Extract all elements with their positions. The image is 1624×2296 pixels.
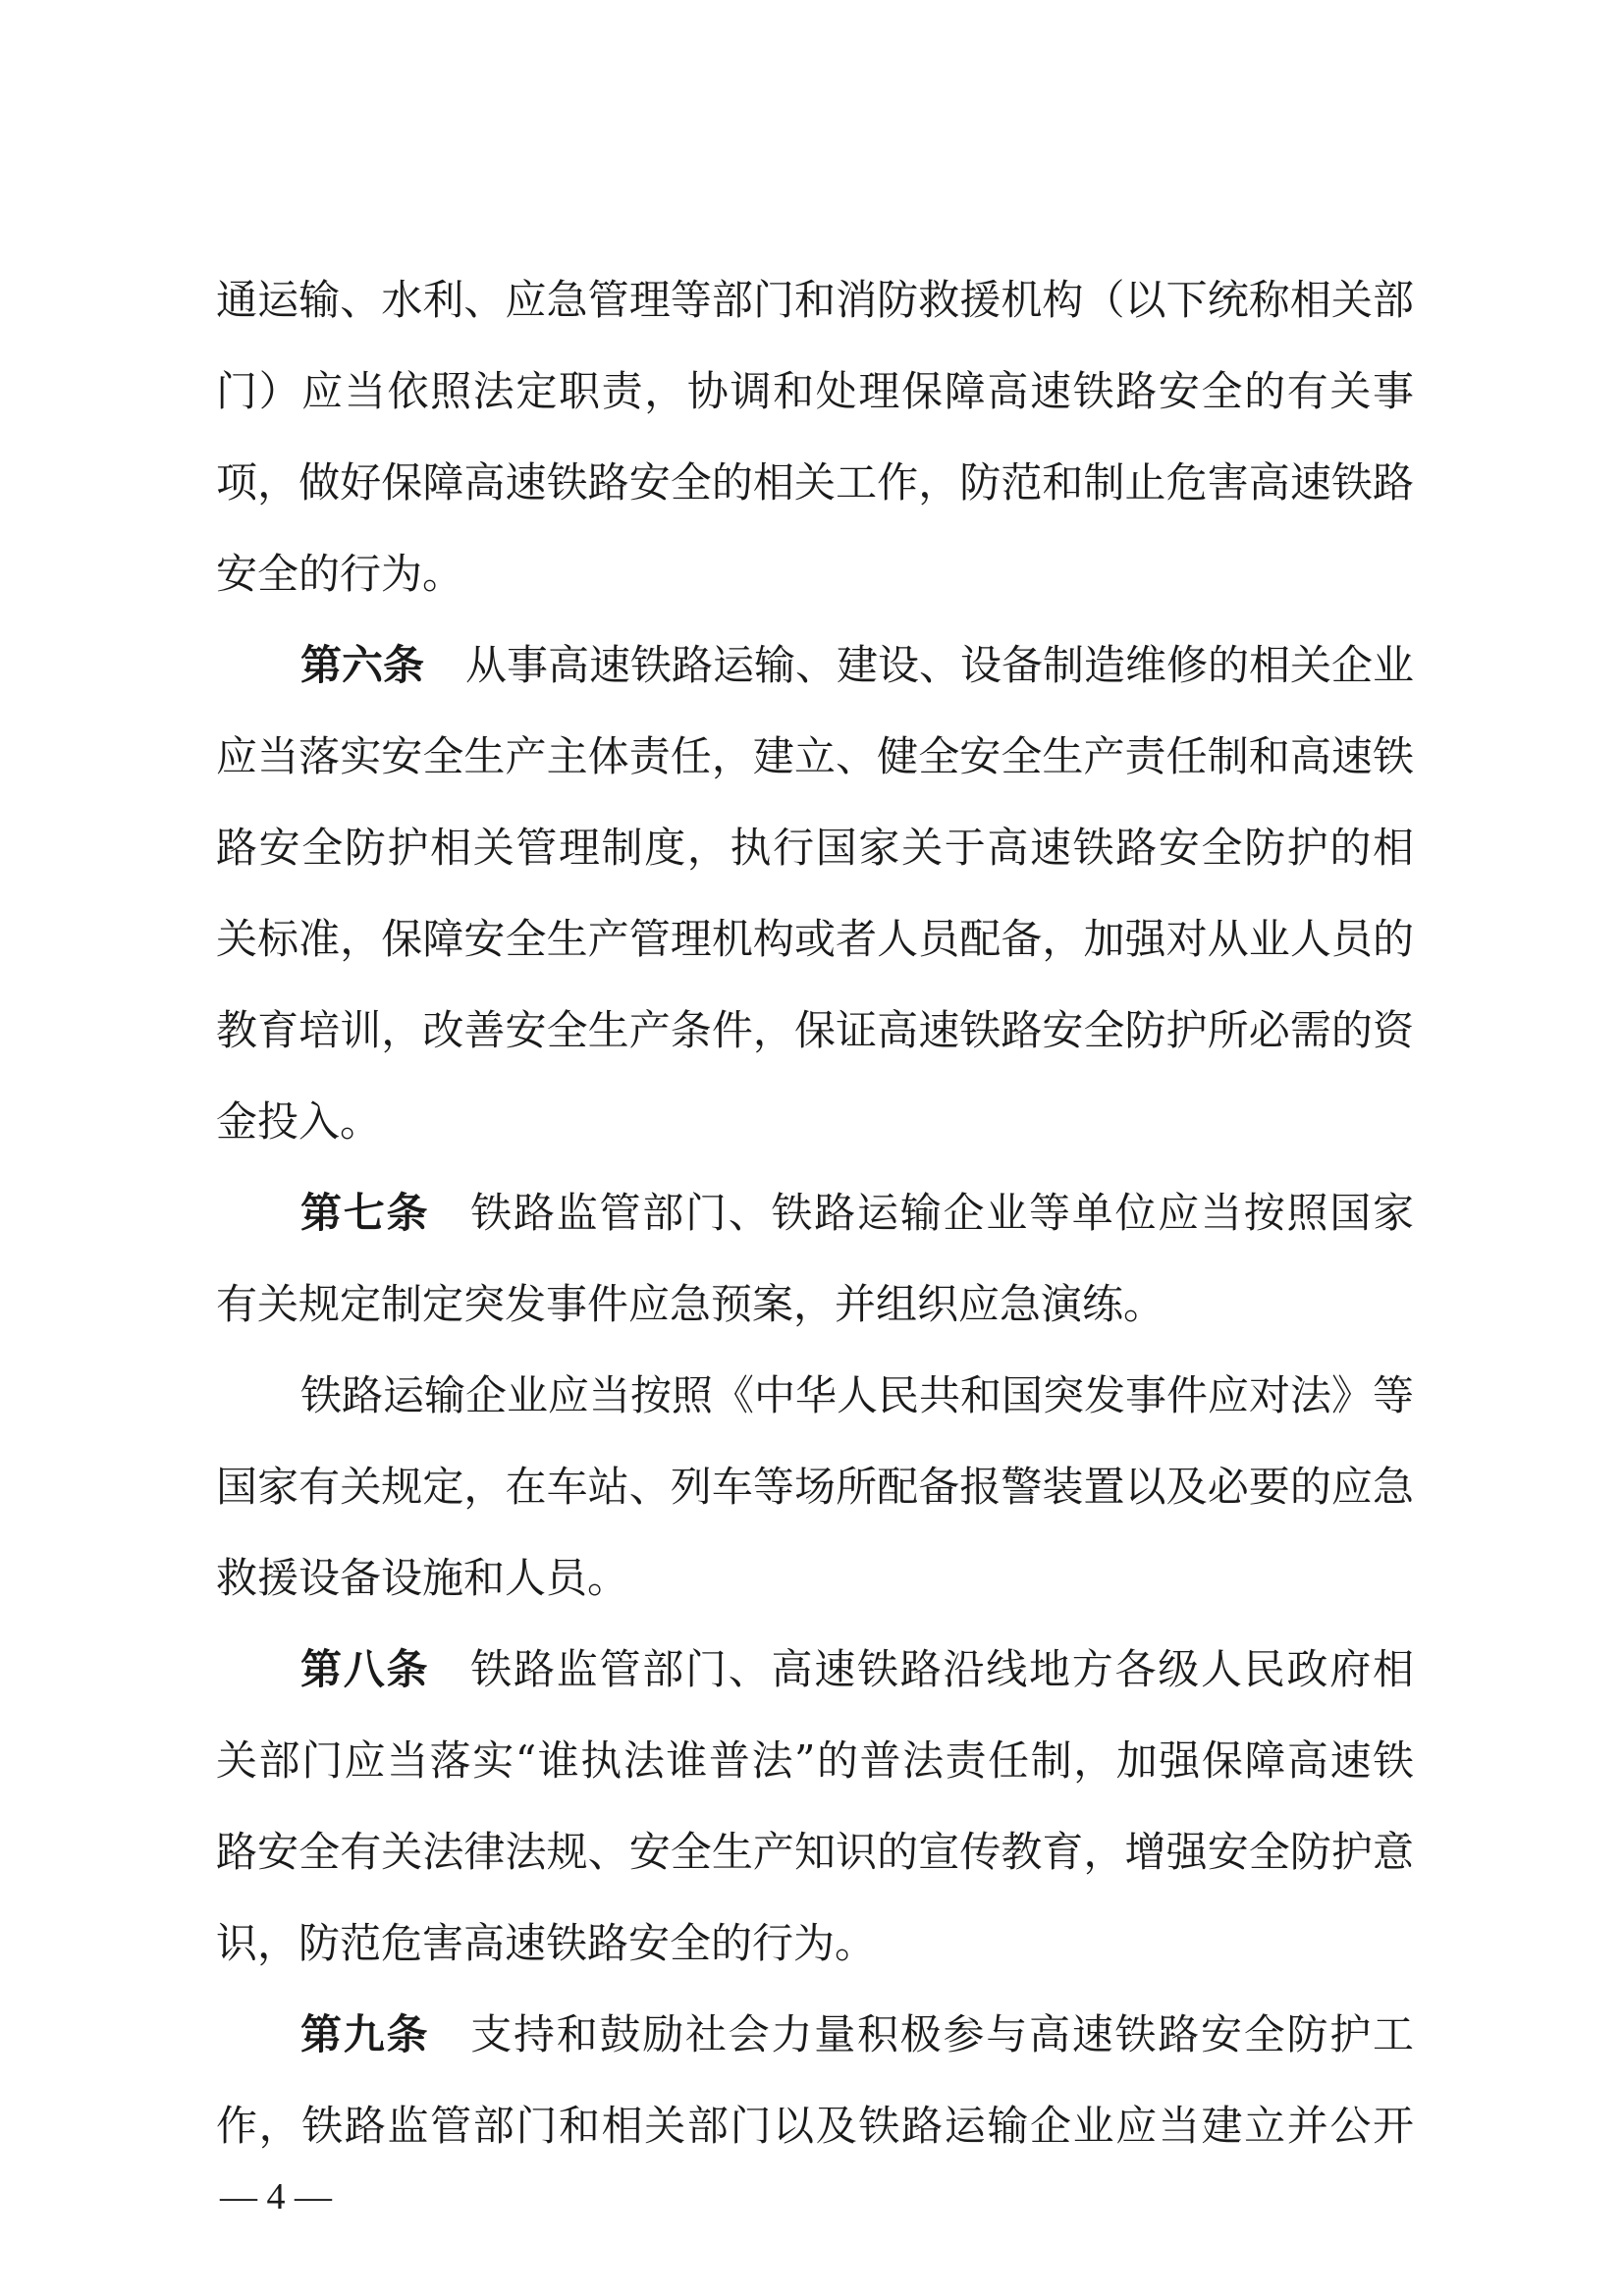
text-line: 通运输、水利、应急管理等部门和消防救援机构（以下统称相关部 <box>216 276 1414 324</box>
text-line: 教育培训，改善安全生产条件，保证高速铁路安全防护所必需的资 <box>216 1006 1414 1054</box>
text-line: 门）应当依照法定职责，协调和处理保障高速铁路安全的有关事 <box>216 367 1414 415</box>
article-label: 第八条 <box>300 1645 430 1693</box>
article-7-first-line <box>300 1189 1414 1237</box>
text-line: 关标准，保障安全生产管理机构或者人员配备，加强对从业人员的 <box>216 915 1414 963</box>
article-6-first-line <box>300 641 1415 689</box>
article-label: 第七条 <box>300 1189 430 1237</box>
article-text: 从事高速铁路运输、建设、设备制造维修的相关企业 <box>465 641 1415 689</box>
text-line: 有关规定制定突发事件应急预案，并组织应急演练。 <box>216 1280 1165 1328</box>
article-9-first-line <box>300 2010 1414 2058</box>
article-label: 第九条 <box>300 2010 430 2058</box>
article-text: 铁路监管部门、高速铁路沿线地方各级人民政府相 <box>470 1645 1414 1693</box>
text-line: 项，做好保障高速铁路安全的相关工作，防范和制止危害高速铁路 <box>216 458 1414 507</box>
article-label: 第六条 <box>300 641 425 689</box>
article-text: 支持和鼓励社会力量积极参与高速铁路安全防护工 <box>470 2010 1414 2058</box>
text-line: 应当落实安全生产主体责任，建立、健全安全生产责任制和高速铁 <box>216 732 1414 780</box>
page-number: — 4 — <box>220 2176 332 2217</box>
article-8-first-line <box>300 1645 1414 1693</box>
text-line: 金投入。 <box>216 1097 382 1146</box>
text-line: 路安全有关法律法规、安全生产知识的宣传教育，增强安全防护意 <box>216 1828 1414 1876</box>
paragraph-first-line: 铁路运输企业应当按照《中华人民共和国突发事件应对法》等 <box>300 1371 1415 1419</box>
text-line: 救援设备设施和人员。 <box>216 1554 629 1602</box>
text-line: 路安全防护相关管理制度，执行国家关于高速铁路安全防护的相 <box>216 824 1414 872</box>
text-line: 识，防范危害高速铁路安全的行为。 <box>216 1919 877 1967</box>
text-line: 国家有关规定，在车站、列车等场所配备报警装置以及必要的应急 <box>216 1463 1414 1511</box>
article-text: 铁路监管部门、铁路运输企业等单位应当按照国家 <box>470 1189 1414 1237</box>
text-line: 作，铁路监管部门和相关部门以及铁路运输企业应当建立并公开 <box>216 2102 1414 2150</box>
text-line: 安全的行为。 <box>216 550 464 598</box>
text-line: 关部门应当落实“谁执法谁普法”的普法责任制，加强保障高速铁 <box>216 1736 1414 1785</box>
